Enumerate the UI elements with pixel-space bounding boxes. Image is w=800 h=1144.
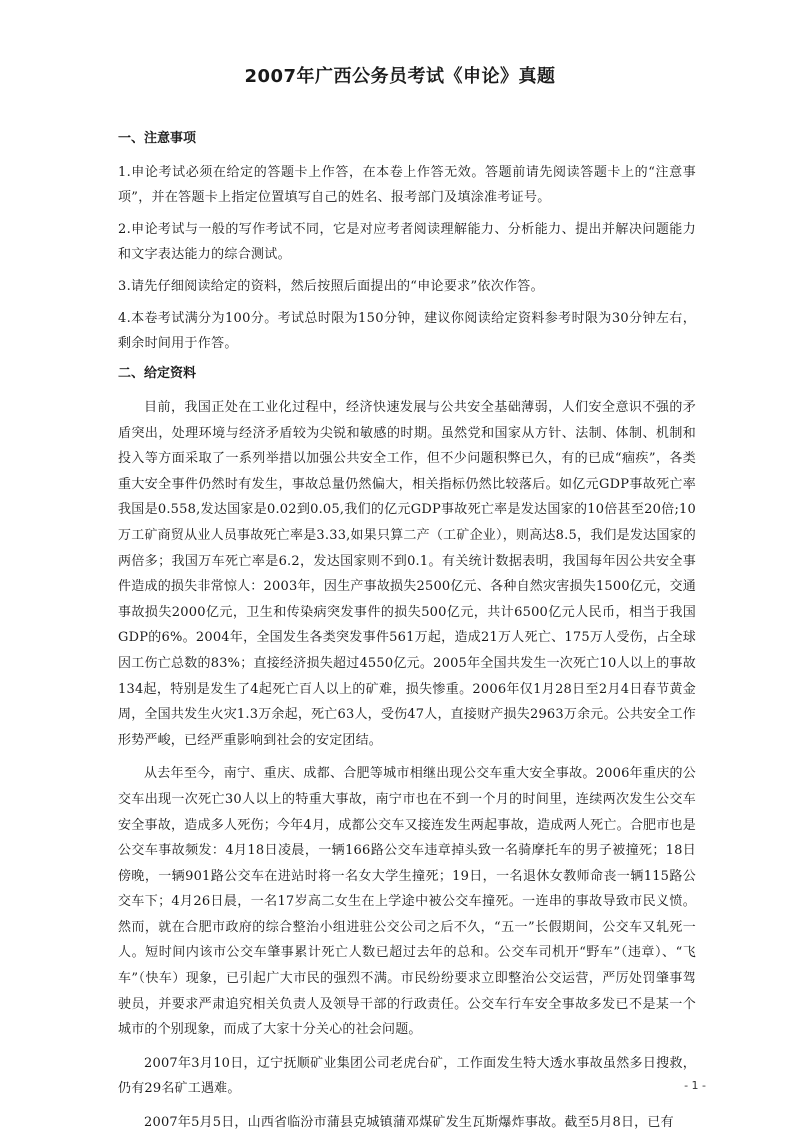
notice-item-1: 1.申论考试必须在给定的答题卡上作答，在本卷上作答无效。答题前请先阅读答题卡上的“注意事项”，并在答题卡上指定位置填写自己的姓名、报考部门及填涂准考证号。 — [118, 165, 696, 205]
notice-item-2: 2.申论考试与一般的写作考试不同，它是对应考者阅读理解能力、分析能力、提出并解决问题能力和文字表达能力的综合测试。 — [118, 222, 696, 262]
materials-paragraph-1: 目前，我国正处在工业化过程中，经济快速发展与公共安全基础薄弱，人们安全意识不强的矛盾突出，处理环境与经济矛盾较为尖锐和敏感的时期。虽然党和国家从方针、法制、体制、机制和投入等方面采取了一系列举措以加强公共安全工作，但不少问题积弊已久，有的已成“痼疾”，各类重大安全事件仍然时有发生，事故总量仍然偏大，相关指标仍然比较落后。如亿元GDP事故死亡率我国是0.558,发达国家是0.02到0.05,我们的亿元GDP事故死亡率是发达国家的10倍甚至20倍;10万工矿商贸从业人员事故死亡率是3.33,如果只算二产（工矿企业），则高达8.5，我们是发达国家的两倍多；我国万车死亡率是6.2，发达国家则不到0.1。有关统计数据表明，我国每年因公共安全事件造成的损失非常惊人：2003年，因生产事故损失2500亿元、各种自然灾害损失1500亿元，交通事故损失2000亿元，卫生和传染病突发事件的损失500亿元，共计6500亿元人民币，相当于我国GDP的6%。2004年，全国发生各类突发事件561万起，造成21万人死亡、175万人受伤，占全球因工伤亡总数的83%；直接经济损失超过4550亿元。2005年全国共发生一次死亡10人以上的事故134起，特别是发生了4起死亡百人以上的矿难，损失惨重。2006年仅1月28日至2月4日春节黄金周，全国共发生火灾1.3万余起，死亡63人，受伤47人，直接财产损失2963万余元。公共安全工作形势严峻，已经严重影响到社会的安定团结。 — [118, 400, 696, 748]
materials-paragraph-2: 从去年至今，南宁、重庆、成都、合肥等城市相继出现公交车重大安全事故。2006年重庆的公交车出现一次死亡30人以上的特重大事故，南宁市也在不到一个月的时间里，连续两次发生公交车安全事故，造成多人死伤；今年4月，成都公交车又接连发生两起事故，造成两人死亡。合肥市也是公交车事故频发：4月18日凌晨，一辆166路公交车违章掉头致一名骑摩托车的男子被撞死；18日傍晚，一辆901路公交车在进站时将一名女大学生撞死；19日，一名退休女教师命丧一辆115路公交车下；4月26日晨，一名17岁高二女生在上学途中被公交车撞死。一连串的事故导致市民义愤。然而，就在合肥市政府的综合整治小组进驻公交公司之后不久，“五一”长假期间，公交车又轧死一人。短时间内该市公交车肇事累计死亡人数已超过去年的总和。公交车司机开“野车”（违章）、“飞车”（快车）现象，已引起广大市民的强烈不满。市民纷纷要求立即整治公交运营，严厉处罚肇事驾驶员，并要求严肃追究相关负责人及领导干部的行政责任。公交车行车安全事故多发已不是某一个城市的个别现象，而成了大家十分关心的社会问题。 — [118, 766, 696, 1038]
notice-item-4: 4.本卷考试满分为100分。考试总时限为150分钟，建议你阅读给定资料参考时限为30分钟左右，剩余时间用于作答。 — [118, 311, 696, 351]
materials-paragraph-4: 2007年5月5日，山西省临汾市蒲县克城镇蒲邓煤矿发生瓦斯爆炸事故。截至5月8日，已有 — [144, 1115, 674, 1131]
notice-heading: 一、注意事项 — [118, 131, 197, 146]
document-body — [118, 128, 696, 1144]
materials-paragraph-3: 2007年3月10日，辽宁抚顺矿业集团公司老虎台矿，工作面发生特大透水事故虽然多日搜救，仍有29名矿工遇难。 — [118, 1055, 696, 1097]
materials-heading: 二、给定资料 — [118, 366, 197, 381]
document-title: 2007年广西公务员考试《申论》真题 — [244, 66, 556, 87]
notice-item-3: 3.请先仔细阅读给定的资料，然后按照后面提出的“申论要求”依次作答。 — [118, 279, 544, 294]
page-number: - 1 - — [684, 1079, 706, 1092]
